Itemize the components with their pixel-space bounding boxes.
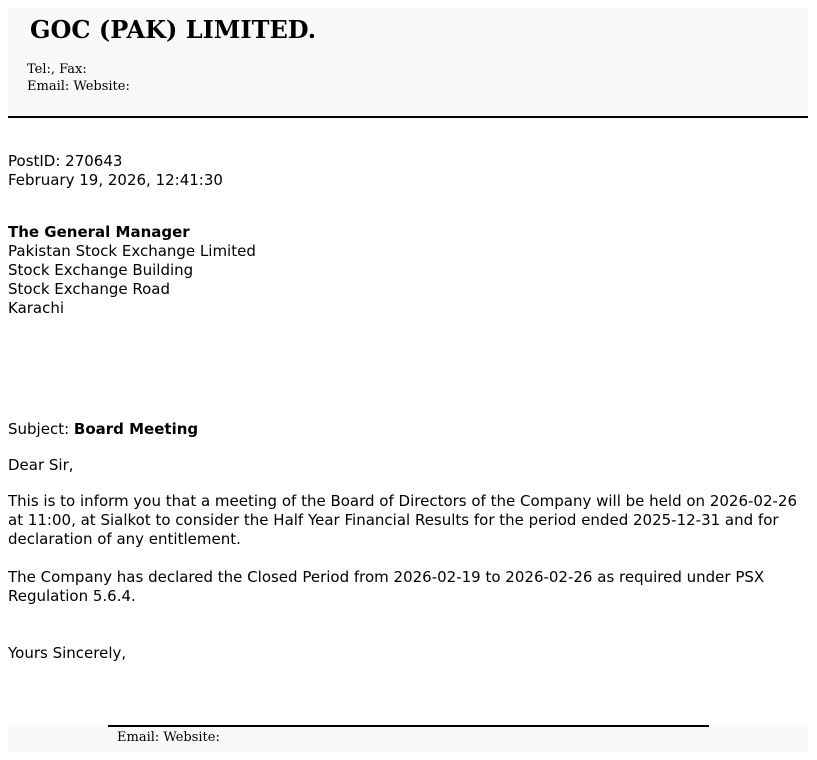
post-id: PostID: 270643 [8, 152, 123, 170]
salutation: Dear Sir, [8, 456, 74, 474]
recipient-road: Stock Exchange Road [8, 280, 170, 298]
post-datetime: February 19, 2026, 12:41:30 [8, 171, 223, 189]
body-paragraph-meeting: This is to inform you that a meeting of the Board of Directors of the Company will be held on 2026-02-26 at 11:00, at Sialkot to consider the Half Year Financial Results for the period ended 2025-12-31 and for declaration of any entitlement. [8, 492, 797, 548]
subject-label: Subject: [8, 420, 74, 438]
recipient-title: The General Manager [8, 223, 190, 241]
letterhead [8, 8, 808, 118]
closing: Yours Sincerely, [8, 644, 127, 662]
recipient-org: Pakistan Stock Exchange Limited [8, 242, 256, 260]
recipient-building: Stock Exchange Building [8, 261, 194, 279]
subject-value: Board Meeting [73, 420, 199, 438]
footer [8, 724, 808, 752]
footer-divider [108, 725, 709, 727]
contact-tel-fax: Tel:, Fax: [27, 62, 87, 77]
footer-email-website: Email: Website: [117, 730, 220, 745]
contact-email-website: Email: Website: [27, 79, 130, 94]
recipient-city: Karachi [8, 299, 65, 317]
company-name: GOC (PAK) LIMITED. [30, 15, 317, 44]
subject-line [8, 420, 198, 439]
body-paragraph-closed-period: The Company has declared the Closed Period from 2026-02-19 to 2026-02-26 as required under PSX Regulation 5.6.4. [8, 568, 765, 605]
